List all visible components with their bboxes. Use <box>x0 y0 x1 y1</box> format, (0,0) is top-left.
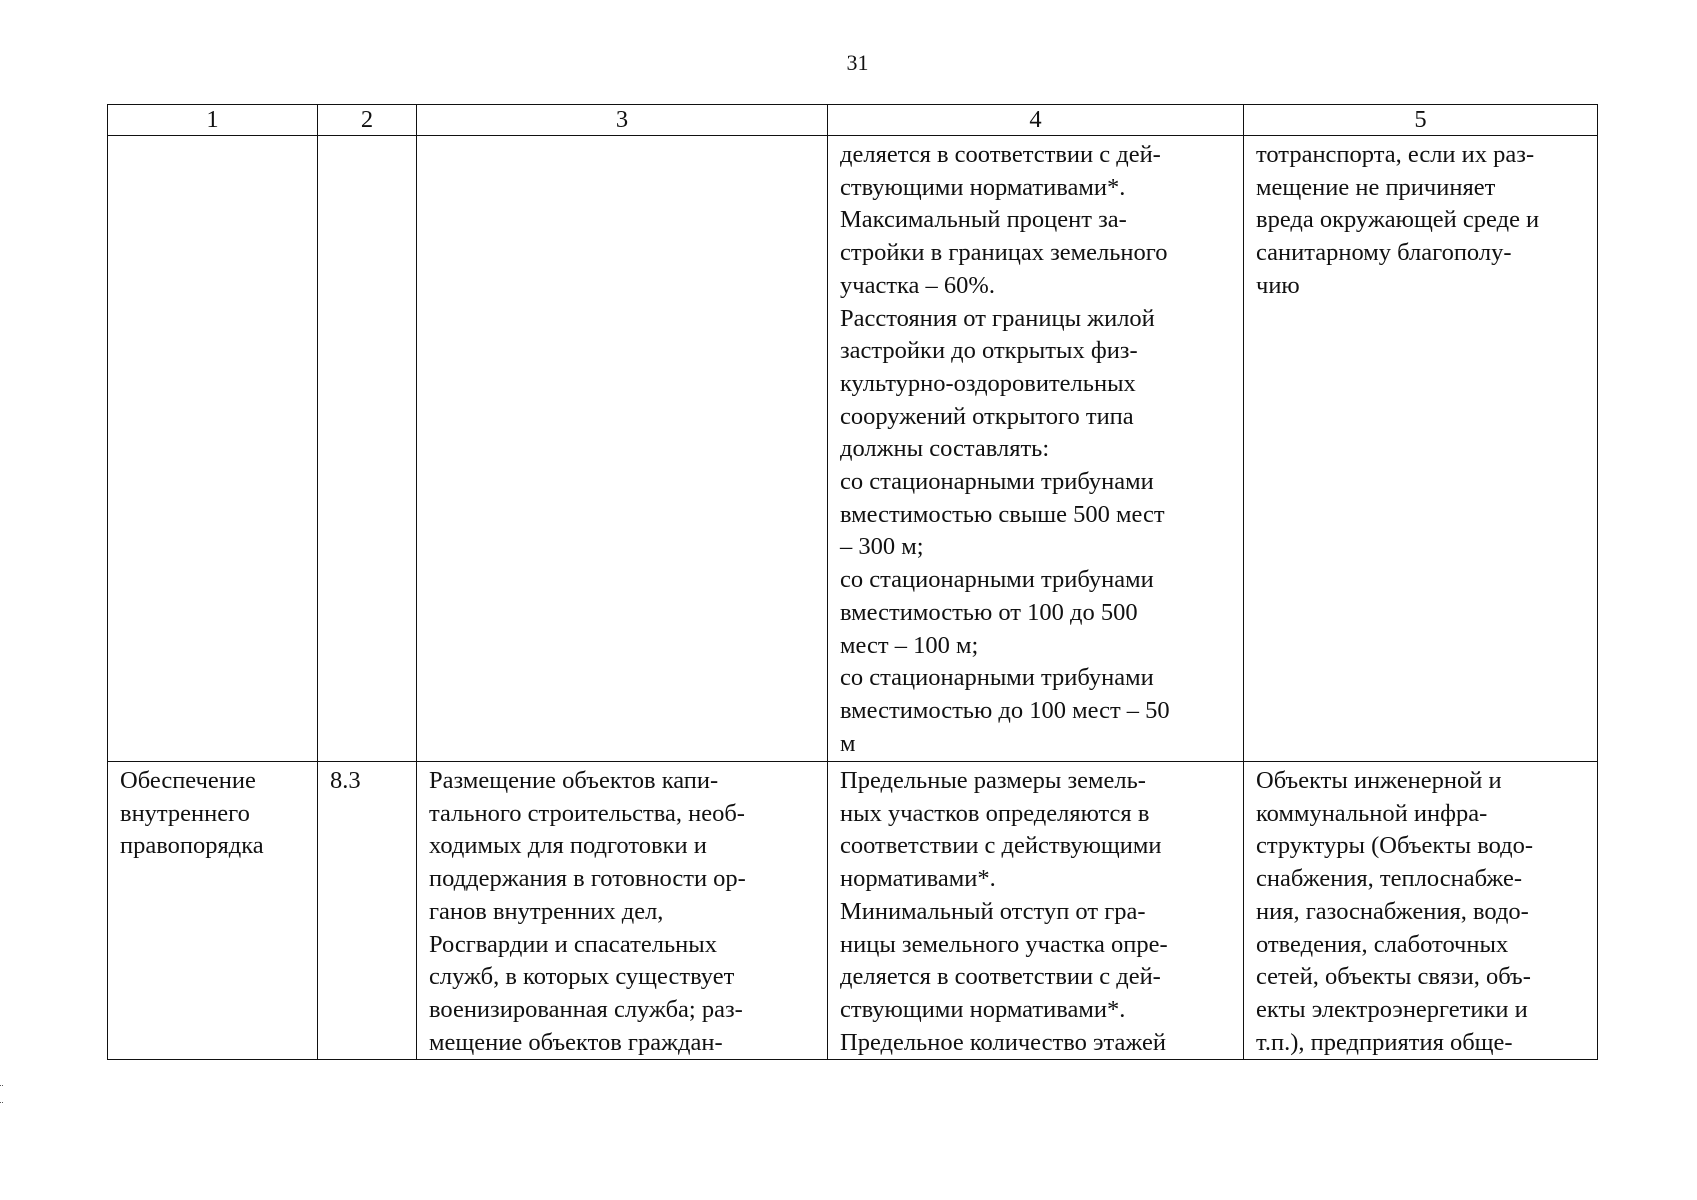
cell-use-name <box>108 136 318 762</box>
cell-code <box>318 136 417 762</box>
cell-text-line: екты электроэнергетики и <box>1256 995 1528 1023</box>
cell-text-line: Минимальный отступ от гра- <box>840 897 1146 925</box>
cell-text-line: вреда окружающей среде и <box>1256 206 1540 234</box>
cell-text-line: структуры (Объекты водо- <box>1256 832 1534 860</box>
cell-text-line: Объекты инженерной и <box>1256 767 1502 794</box>
header-col-2: 2 <box>318 105 417 136</box>
cell-text-line: деляется в соответствии с дей- <box>840 141 1161 168</box>
cell-text-line: правопорядка <box>120 832 264 860</box>
cell-text-line: стройки в границах земельного <box>840 239 1168 267</box>
cell-text-line: Предельное количество этажей <box>840 1028 1166 1056</box>
cell-description <box>417 762 828 1060</box>
cell-text-line: со стационарными трибунами <box>840 566 1154 594</box>
cell-text-line: сооружений открытого типа <box>840 402 1134 430</box>
cell-use-name <box>108 762 318 1060</box>
cell-text-line: Предельные размеры земель- <box>840 767 1146 794</box>
cell-text-line: мещение не причиняет <box>1256 173 1496 201</box>
cell-text-line: вместимостью свыше 500 мест <box>840 500 1165 528</box>
cell-auxiliary-uses <box>1244 136 1598 762</box>
cell-text-line: должны составлять: <box>840 435 1050 463</box>
cell-text-line: санитарному благополу- <box>1256 239 1512 267</box>
cell-text-line: мещение объектов граждан- <box>429 1028 723 1056</box>
cell-text-line: ствующими нормативами*. <box>840 995 1126 1023</box>
cell-text-line: сетей, объекты связи, объ- <box>1256 963 1531 991</box>
header-col-5: 5 <box>1244 105 1598 136</box>
cell-auxiliary-uses <box>1244 762 1598 1060</box>
cell-text-line: Максимальный процент за- <box>840 206 1127 234</box>
cell-text-line: Обеспечение <box>120 767 256 794</box>
cell-text-line: ницы земельного участка опре- <box>840 930 1168 958</box>
header-col-4: 4 <box>828 105 1244 136</box>
cell-text-line: поддержания в готовности ор- <box>429 865 746 893</box>
cell-text-line: чию <box>1256 271 1300 299</box>
cell-text-line: отведения, слаботочных <box>1256 930 1509 958</box>
table-header-row <box>108 105 1598 136</box>
cell-text-line: Росгвардии и спасательных <box>429 930 717 958</box>
cell-text-line: соответствии с действующими <box>840 832 1162 860</box>
cell-text-line: 8.3 <box>330 767 361 794</box>
header-col-3: 3 <box>417 105 828 136</box>
cell-text-line: вместимостью от 100 до 500 <box>840 598 1138 626</box>
cell-text-line: участка – 60%. <box>840 271 995 299</box>
page-number: 31 <box>846 50 869 75</box>
cell-text-line: культурно-оздоровительных <box>840 369 1136 397</box>
regulations-table <box>107 104 1598 1060</box>
cell-text-line: Размещение объектов капи- <box>429 767 719 794</box>
cell-text-line: тотранспорта, если их раз- <box>1256 141 1535 168</box>
cell-text-line: – 300 м; <box>840 533 924 561</box>
cell-text-line: деляется в соответствии с дей- <box>840 963 1161 991</box>
cell-text-line: ходимых для подготовки и <box>429 832 707 860</box>
cell-text-line: коммунальной инфра- <box>1256 799 1488 827</box>
cell-text-line: служб, в которых существует <box>429 963 735 991</box>
cell-text-line: ганов внутренних дел, <box>429 897 664 925</box>
cell-text-line: ствующими нормативами*. <box>840 173 1126 201</box>
cell-text-line: вместимостью до 100 мест – 50 <box>840 696 1170 724</box>
cell-text-line: м <box>840 729 856 757</box>
table-row <box>108 136 1598 762</box>
cell-code <box>318 762 417 1060</box>
cell-text-line: внутреннего <box>120 799 250 827</box>
cell-parameters <box>828 762 1244 1060</box>
cell-text-line: т.п.), предприятия обще- <box>1256 1028 1513 1056</box>
cell-parameters <box>828 136 1244 762</box>
cell-text-line: ния, газоснабжения, водо- <box>1256 897 1529 925</box>
cell-text-line: со стационарными трибунами <box>840 664 1154 692</box>
cell-text-line: снабжения, теплоснабже- <box>1256 865 1523 893</box>
cell-text-line: мест – 100 м; <box>840 631 979 659</box>
cell-text-line: тального строительства, необ- <box>429 799 745 827</box>
cell-text-line: ных участков определяются в <box>840 799 1150 827</box>
cell-text-line: нормативами*. <box>840 865 996 893</box>
table-row <box>108 762 1598 1060</box>
cell-text-line: Расстояния от границы жилой <box>840 304 1155 332</box>
cell-text-line: военизированная служба; раз- <box>429 995 743 1023</box>
cell-text-line: со стационарными трибунами <box>840 468 1154 496</box>
header-col-1: 1 <box>108 105 318 136</box>
cell-description <box>417 136 828 762</box>
scan-margin-mark <box>0 1085 3 1103</box>
cell-text-line: застройки до открытых физ- <box>840 337 1138 365</box>
